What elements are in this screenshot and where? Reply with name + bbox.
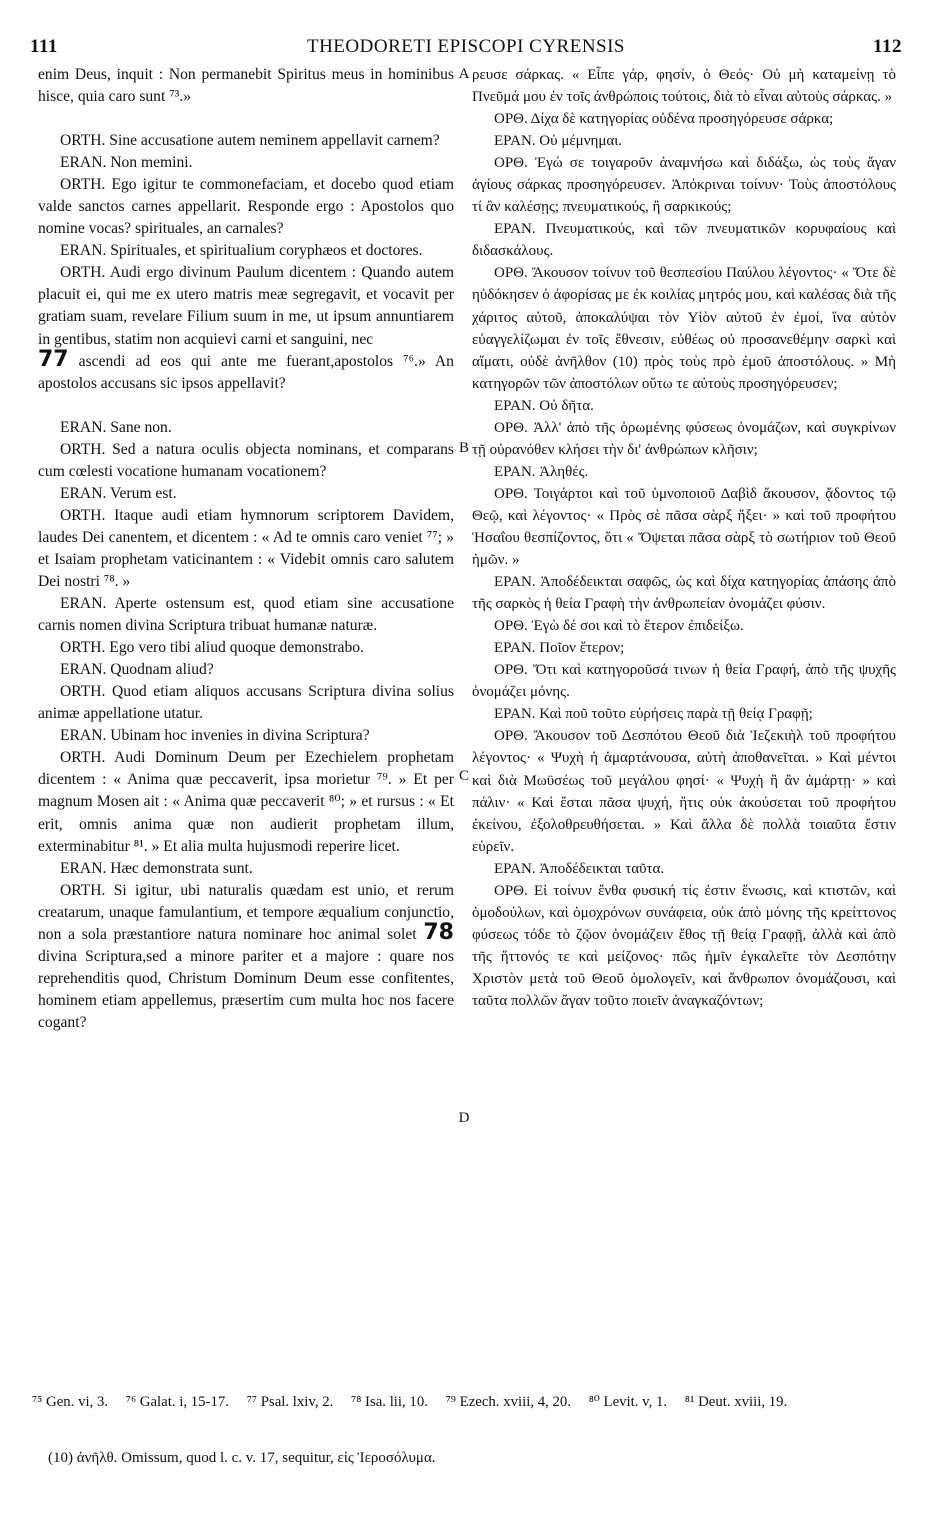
greek-paragraph: ΟΡΘ. Ἀλλ' ἀπὸ τῆς ὁρωμένης φύσεως ὀνομάζων, καὶ συγκρίνων τῇ οὐρανόθεν κλήσει τὴν δι' ἀνθρώπων κλῆσιν; xyxy=(472,419,896,458)
footnote: ⁷⁸ Isa. lii, 10. xyxy=(351,1394,428,1410)
margin-number-77: 77 xyxy=(38,346,69,372)
greek-paragraph: ΕΡΑΝ. Ποῖον ἕτερον; xyxy=(494,640,625,657)
margin-letter-c: C xyxy=(458,768,469,784)
footnote: ⁸⁰ Levit. v, 1. xyxy=(588,1394,668,1410)
greek-paragraph: ΟΡΘ. Ἄκουσον τοίνυν τοῦ θεσπεσίου Παύλου λέγοντος· « Ὅτε δὲ ηὐδόκησεν ὁ ἀφορίσας με ἐκ κοιλίας μητρός μου, καὶ καλέσας διὰ τῆς χάριτος αὐτοῦ, ἀποκαλύψαι τὸν Υἱὸν αὐτοῦ ἐν ἐμοί, ἵνα αὐτὸν εὐαγγελίζωμαι ἐν τοῖς ἔθνεσιν, εὐθέως οὐ προσανεθέμην σαρκὶ καὶ αἵματι, οὐδὲ ἀνῆλθον (10) πρὸς τοὺς πρὸ ἐμοῦ ἀποστόλους. » Μὴ κατηγορῶν τῶν ἀποστόλων οὕτω τε αὐτοὺς προσηγόρευσεν; xyxy=(472,265,896,392)
greek-paragraph: ΟΡΘ. Ὅτι καὶ κατηγοροῦσά τινων ἡ θεία Γραφή, ἀπὸ τῆς ψυχῆς ὀνομάζει μόνης. xyxy=(472,662,896,701)
footnote: ⁷⁹ Ezech. xviii, 4, 20. xyxy=(445,1394,572,1410)
footnotes xyxy=(32,1392,894,1413)
greek-paragraph: ΕΡΑΝ. Ἀληθές. xyxy=(494,463,589,480)
latin-paragraph: ERAN. Aperte ostensum est, quod etiam sine accusatione carnis nomen divina Scriptura tribuat humanæ naturæ. xyxy=(38,595,454,635)
footnote: ⁷⁷ Psal. lxiv, 2. xyxy=(246,1394,334,1410)
latin-text: divina Scriptura,sed a minore pariter et a majore : quare nos reprehenditis quod, Christum Dominum Deum esse confitentes, hominem etiam appellemus, præsertim cum multa hoc nos facere cogant? xyxy=(38,947,454,1031)
latin-paragraph: ERAN. Spirituales, et spiritualium coryphæos et doctores. xyxy=(60,242,423,260)
latin-paragraph: enim Deus, inquit : Non permanebit Spiritus meus in hominibus hisce, quia caro sunt ⁷³.» xyxy=(38,66,454,106)
latin-text: ascendi ad eos qui ante me fuerant,apostolos ⁷⁶.» An apostolos accusans sic ipsos appellavit? xyxy=(38,352,454,392)
margin-letter-b: B xyxy=(458,440,469,456)
greek-paragraph: ρευσε σάρκας. « Εἶπε γάρ, φησίν, ὁ Θεός· Οὐ μὴ καταμείνῃ τὸ Πνεῦμά μου ἐν τοῖς ἀνθρώποις τούτοις, διὰ τὸ εἶναι αὐτοὺς σάρκας. » xyxy=(472,67,896,106)
latin-paragraph: ERAN. Ubinam hoc invenies in divina Scriptura? xyxy=(60,727,370,745)
greek-paragraph: ΟΡΘ. Εἰ τοίνυν ἔνθα φυσική τίς ἐστιν ἕνωσις, καὶ κτιστῶν, καὶ ὁμοδούλων, καὶ ὁμοχρόνων συνάφεια, οὐκ ἀπὸ μόνης τῆς κρείττονος φύσεως τόδε τὸ ζῷον ὀνομάζειν ἔθος τῇ θείᾳ Γραφῇ, ἀλλὰ καὶ ἀπὸ τῆς ἥττονός τε καὶ μείζονος· πῶς ἡμῖν ἐγκαλεῖτε τὸν Δεσπότην Χριστὸν μετὰ τοῦ Θεοῦ ὁμολογεῖν, καὶ ἄνθρωπον ὀνομάζουσι, καὶ ταῦτα πολλῶν ἄγαν τοῦτο ποιεῖν ἀναγκαζόντων; xyxy=(472,882,896,1009)
greek-paragraph: ΟΡΘ. Τοιγάρτοι καὶ τοῦ ὑμνοποιοῦ Δαβὶδ ἄκουσον, ᾄδοντος τῷ Θεῷ, καὶ λέγοντος· « Πρὸς σὲ πᾶσα σὰρξ ἥξει· » καὶ τοῦ προφήτου Ἡσαΐου θεσπίζοντος, ὅτι « Ὄψεται πᾶσα σὰρξ τὸ σωτήριον τοῦ Θεοῦ ἡμῶν. » xyxy=(472,485,896,569)
latin-paragraph: ERAN. Hæc demonstrata sunt. xyxy=(60,859,253,877)
footnote: ⁷⁶ Galat. i, 15-17. xyxy=(125,1394,229,1410)
footnote: ⁷⁵ Gen. vi, 3. xyxy=(32,1394,109,1410)
margin-letter-d: D xyxy=(458,1110,470,1126)
page-number-right: 112 xyxy=(873,36,902,57)
latin-paragraph: ORTH. Ego igitur te commonefaciam, et docebo quod etiam valde sanctos carnes appellarit. Responde ergo : Apostolos quo nomine vocas? spirituales, an carnales? xyxy=(38,176,454,238)
greek-paragraph: ΕΡΑΝ. Οὐ μέμνημαι. xyxy=(494,133,623,150)
margin-number-78: 78 xyxy=(423,919,454,945)
editorial-note: (10) ἀνῆλθ. Omissum, quod l. c. v. 17, sequitur, εἰς Ἱεροσόλυμα. xyxy=(48,1450,436,1466)
greek-paragraph: ΕΡΑΝ. Πνευματικούς, καὶ τῶν πνευματικῶν κορυφαίους καὶ διδασκάλους. xyxy=(472,221,896,260)
greek-paragraph: ΕΡΑΝ. Καὶ ποῦ τοῦτο εὑρήσεις παρὰ τῇ θείᾳ Γραφῇ; xyxy=(494,706,813,723)
latin-paragraph: ERAN. Sane non. xyxy=(60,418,172,436)
latin-paragraph: ORTH. Itaque audi etiam hymnorum scriptorem Davidem, laudes Dei canentem, et dicentem : « Ad te omnis caro veniet ⁷⁷; » et Isaiam prophetam vaticinantem : « Videbit omnis caro salutem Dei nostri ⁷⁸. » xyxy=(38,506,454,590)
latin-paragraph: ERAN. Non memini. xyxy=(60,154,193,172)
latin-paragraph-continued xyxy=(38,346,454,395)
page-number-left: 111 xyxy=(30,36,58,57)
latin-paragraph: ERAN. Quodnam aliud? xyxy=(60,661,214,679)
latin-column xyxy=(38,64,454,1034)
page-header xyxy=(30,36,902,62)
greek-paragraph: ΟΡΘ. Ἐγὼ δέ σοι καὶ τὸ ἕτερον ἐπιδείξω. xyxy=(494,618,744,635)
latin-paragraph: ORTH. Audi ergo divinum Paulum dicentem : Quando autem placuit ei, qui me ex utero matris meæ segregavit, et vocavit per gratiam suam, revelare Filium suum in me, ut ipsum annuntiarem in gentibus, statim non acquievi carni et sanguini, nec xyxy=(38,264,454,348)
latin-paragraph: ERAN. Verum est. xyxy=(60,484,177,502)
latin-paragraph: ORTH. Sine accusatione autem neminem appellavit carnem? xyxy=(60,132,440,150)
greek-paragraph: ΕΡΑΝ. Ἀποδέδεικται σαφῶς, ὡς καὶ δίχα κατηγορίας ἁπάσης ἀπὸ τῆς σαρκὸς ἡ θεία Γραφὴ τὴν ἀνθρωπείαν ὀνομάζει φύσιν. xyxy=(472,574,896,613)
greek-paragraph: ΕΡΑΝ. Ἀποδέδεικται ταῦτα. xyxy=(494,860,665,877)
margin-letter-a: A xyxy=(458,66,470,82)
greek-column xyxy=(472,64,896,1012)
greek-paragraph: ΟΡΘ. Δίχα δὲ κατηγορίας οὐδένα προσηγόρευσε σάρκα; xyxy=(494,111,834,128)
latin-paragraph: ORTH. Sed a natura oculis objecta nominans, et comparans cum cœlesti vocatione humanam vocationem? xyxy=(38,440,454,480)
latin-paragraph: ORTH. Audi Dominum Deum per Ezechielem prophetam dicentem : « Anima quæ peccaverit, ipsa morietur ⁷⁹. » Et per magnum Mosen ait : « Anima quæ peccaverit ⁸⁰; » et rursus : « Et erit, omnis anima quæ non audierit prophetam illum, exterminabitur ⁸¹. » Et alia multa hujusmodi reperire licet. xyxy=(38,749,454,855)
running-title: THEODORETI EPISCOPI CYRENSIS xyxy=(306,36,626,57)
latin-paragraph: ORTH. Quod etiam aliquos accusans Scriptura divina solius animæ appellatione utatur. xyxy=(38,683,454,723)
greek-paragraph: ΕΡΑΝ. Οὐ δῆτα. xyxy=(494,397,594,414)
latin-text: ORTH. Si igitur, ubi naturalis quædam est unio, et rerum creatarum, unaque famulantium, et temporе æqualium conjunctio, non a sola præstantiore natura nominare hoc animal solet xyxy=(38,881,454,943)
greek-paragraph: ΟΡΘ. Ἄκουσον τοῦ Δεσπότου Θεοῦ διὰ Ἰεζεκιὴλ τοῦ προφήτου λέγοντος· « Ψυχὴ ἡ ἁμαρτάνουσα, αὐτὴ ἀποθανεῖται. » Καὶ μέντοι καὶ διὰ Μωϋσέως τοῦ μεγάλου φησί· « Ψυχὴ ἣ ἂν ἁμάρτῃ· » καὶ πάλιν· « Καὶ ἔσται πᾶσα ψυχή, ἥτις οὐκ ἀκούσεται τοῦ προφήτου ἐκείνου, ἐξολοθρευθήσεται. » Καὶ ἄλλα δὲ πολλὰ τοιαῦτα ἔστιν εὑρεῖν. xyxy=(472,728,896,855)
footnote: ⁸¹ Deut. xviii, 19. xyxy=(684,1394,788,1410)
greek-paragraph: ΟΡΘ. Ἐγώ σε τοιγαροῦν ἀναμνήσω καὶ διδάξω, ὡς τοὺς ἄγαν ἁγίους σάρκας προσηγόρευσεν. Ἀπόκριναι τοίνυν· Τοὺς ἀποστόλους τί ἂν καλέσῃς; πνευματικούς, ἢ σαρκικούς; xyxy=(472,155,896,216)
latin-paragraph: ORTH. Ego vero tibi aliud quoque demonstrabo. xyxy=(60,639,364,657)
latin-paragraph xyxy=(38,880,454,1034)
